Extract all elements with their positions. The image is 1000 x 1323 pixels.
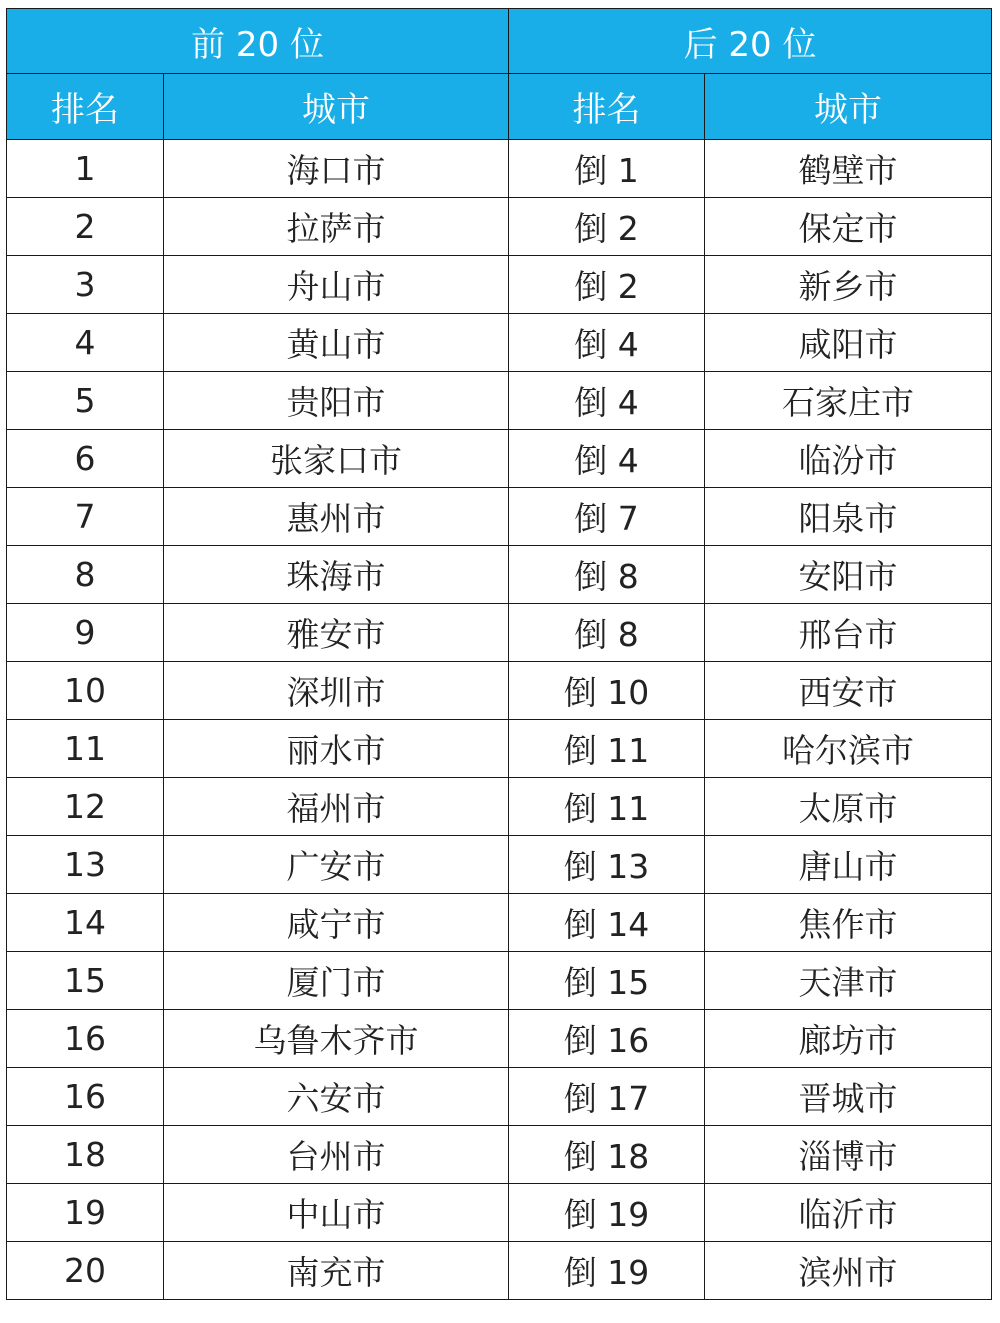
group-header-bottom20: 后 20 位 <box>509 9 992 74</box>
rank-top-cell: 4 <box>7 314 164 372</box>
city-top-cell: 广安市 <box>164 836 509 894</box>
city-top-cell: 拉萨市 <box>164 198 509 256</box>
table-row <box>7 1010 992 1068</box>
rank-bottom-cell: 倒 8 <box>509 546 705 604</box>
column-header-row <box>7 74 992 140</box>
rank-top-cell: 11 <box>7 720 164 778</box>
city-top-cell: 珠海市 <box>164 546 509 604</box>
column-header-city-top: 城市 <box>164 74 509 140</box>
city-top-cell: 张家口市 <box>164 430 509 488</box>
group-header-top20: 前 20 位 <box>7 9 509 74</box>
city-top-cell: 惠州市 <box>164 488 509 546</box>
table-row <box>7 198 992 256</box>
city-bottom-cell: 保定市 <box>705 198 992 256</box>
rank-bottom-cell: 倒 13 <box>509 836 705 894</box>
city-bottom-cell: 安阳市 <box>705 546 992 604</box>
rank-top-cell: 18 <box>7 1126 164 1184</box>
group-header-row <box>7 9 992 74</box>
rank-bottom-cell: 倒 4 <box>509 430 705 488</box>
rank-bottom-cell: 倒 1 <box>509 140 705 198</box>
city-bottom-cell: 滨州市 <box>705 1242 992 1300</box>
rank-top-cell: 10 <box>7 662 164 720</box>
city-top-cell: 乌鲁木齐市 <box>164 1010 509 1068</box>
city-bottom-cell: 临沂市 <box>705 1184 992 1242</box>
rank-bottom-cell: 倒 15 <box>509 952 705 1010</box>
city-top-cell: 舟山市 <box>164 256 509 314</box>
table-row <box>7 720 992 778</box>
rank-top-cell: 1 <box>7 140 164 198</box>
city-top-cell: 丽水市 <box>164 720 509 778</box>
city-bottom-cell: 鹤壁市 <box>705 140 992 198</box>
table-row <box>7 372 992 430</box>
city-top-cell: 贵阳市 <box>164 372 509 430</box>
rank-top-cell: 16 <box>7 1010 164 1068</box>
rank-top-cell: 13 <box>7 836 164 894</box>
rank-top-cell: 5 <box>7 372 164 430</box>
table-row <box>7 314 992 372</box>
city-top-cell: 厦门市 <box>164 952 509 1010</box>
table-row <box>7 952 992 1010</box>
rank-top-cell: 20 <box>7 1242 164 1300</box>
table-row <box>7 546 992 604</box>
table-row <box>7 662 992 720</box>
table-body <box>7 140 992 1300</box>
table-head <box>7 9 992 140</box>
city-bottom-cell: 咸阳市 <box>705 314 992 372</box>
rank-bottom-cell: 倒 4 <box>509 372 705 430</box>
city-top-cell: 台州市 <box>164 1126 509 1184</box>
rank-bottom-cell: 倒 17 <box>509 1068 705 1126</box>
rank-top-cell: 16 <box>7 1068 164 1126</box>
city-bottom-cell: 晋城市 <box>705 1068 992 1126</box>
column-header-city-bottom: 城市 <box>705 74 992 140</box>
table-row <box>7 1184 992 1242</box>
ranking-table <box>6 8 992 1300</box>
city-top-cell: 咸宁市 <box>164 894 509 952</box>
rank-top-cell: 2 <box>7 198 164 256</box>
city-top-cell: 南充市 <box>164 1242 509 1300</box>
rank-bottom-cell: 倒 16 <box>509 1010 705 1068</box>
rank-top-cell: 7 <box>7 488 164 546</box>
column-header-rank-top: 排名 <box>7 74 164 140</box>
rank-top-cell: 3 <box>7 256 164 314</box>
table-row <box>7 1242 992 1300</box>
table-row <box>7 256 992 314</box>
city-bottom-cell: 廊坊市 <box>705 1010 992 1068</box>
city-top-cell: 海口市 <box>164 140 509 198</box>
column-header-rank-bottom: 排名 <box>509 74 705 140</box>
table-row <box>7 604 992 662</box>
city-bottom-cell: 天津市 <box>705 952 992 1010</box>
rank-bottom-cell: 倒 14 <box>509 894 705 952</box>
city-bottom-cell: 焦作市 <box>705 894 992 952</box>
rank-bottom-cell: 倒 10 <box>509 662 705 720</box>
table-row <box>7 140 992 198</box>
city-bottom-cell: 哈尔滨市 <box>705 720 992 778</box>
city-bottom-cell: 邢台市 <box>705 604 992 662</box>
rank-bottom-cell: 倒 11 <box>509 778 705 836</box>
table-row <box>7 1068 992 1126</box>
city-top-cell: 雅安市 <box>164 604 509 662</box>
city-bottom-cell: 石家庄市 <box>705 372 992 430</box>
rank-top-cell: 9 <box>7 604 164 662</box>
rank-bottom-cell: 倒 2 <box>509 198 705 256</box>
city-top-cell: 中山市 <box>164 1184 509 1242</box>
table-row <box>7 778 992 836</box>
rank-top-cell: 6 <box>7 430 164 488</box>
city-bottom-cell: 新乡市 <box>705 256 992 314</box>
city-bottom-cell: 太原市 <box>705 778 992 836</box>
rank-bottom-cell: 倒 19 <box>509 1184 705 1242</box>
rank-top-cell: 12 <box>7 778 164 836</box>
rank-bottom-cell: 倒 11 <box>509 720 705 778</box>
city-bottom-cell: 阳泉市 <box>705 488 992 546</box>
rank-bottom-cell: 倒 7 <box>509 488 705 546</box>
rank-bottom-cell: 倒 2 <box>509 256 705 314</box>
city-bottom-cell: 临汾市 <box>705 430 992 488</box>
city-top-cell: 六安市 <box>164 1068 509 1126</box>
city-top-cell: 黄山市 <box>164 314 509 372</box>
rank-bottom-cell: 倒 4 <box>509 314 705 372</box>
rank-bottom-cell: 倒 18 <box>509 1126 705 1184</box>
table-row <box>7 836 992 894</box>
table-row <box>7 488 992 546</box>
rank-bottom-cell: 倒 19 <box>509 1242 705 1300</box>
city-bottom-cell: 唐山市 <box>705 836 992 894</box>
city-bottom-cell: 西安市 <box>705 662 992 720</box>
rank-top-cell: 15 <box>7 952 164 1010</box>
rank-top-cell: 14 <box>7 894 164 952</box>
rank-top-cell: 8 <box>7 546 164 604</box>
table-row <box>7 1126 992 1184</box>
table-row <box>7 430 992 488</box>
city-top-cell: 福州市 <box>164 778 509 836</box>
table-row <box>7 894 992 952</box>
city-top-cell: 深圳市 <box>164 662 509 720</box>
rank-top-cell: 19 <box>7 1184 164 1242</box>
city-bottom-cell: 淄博市 <box>705 1126 992 1184</box>
rank-bottom-cell: 倒 8 <box>509 604 705 662</box>
